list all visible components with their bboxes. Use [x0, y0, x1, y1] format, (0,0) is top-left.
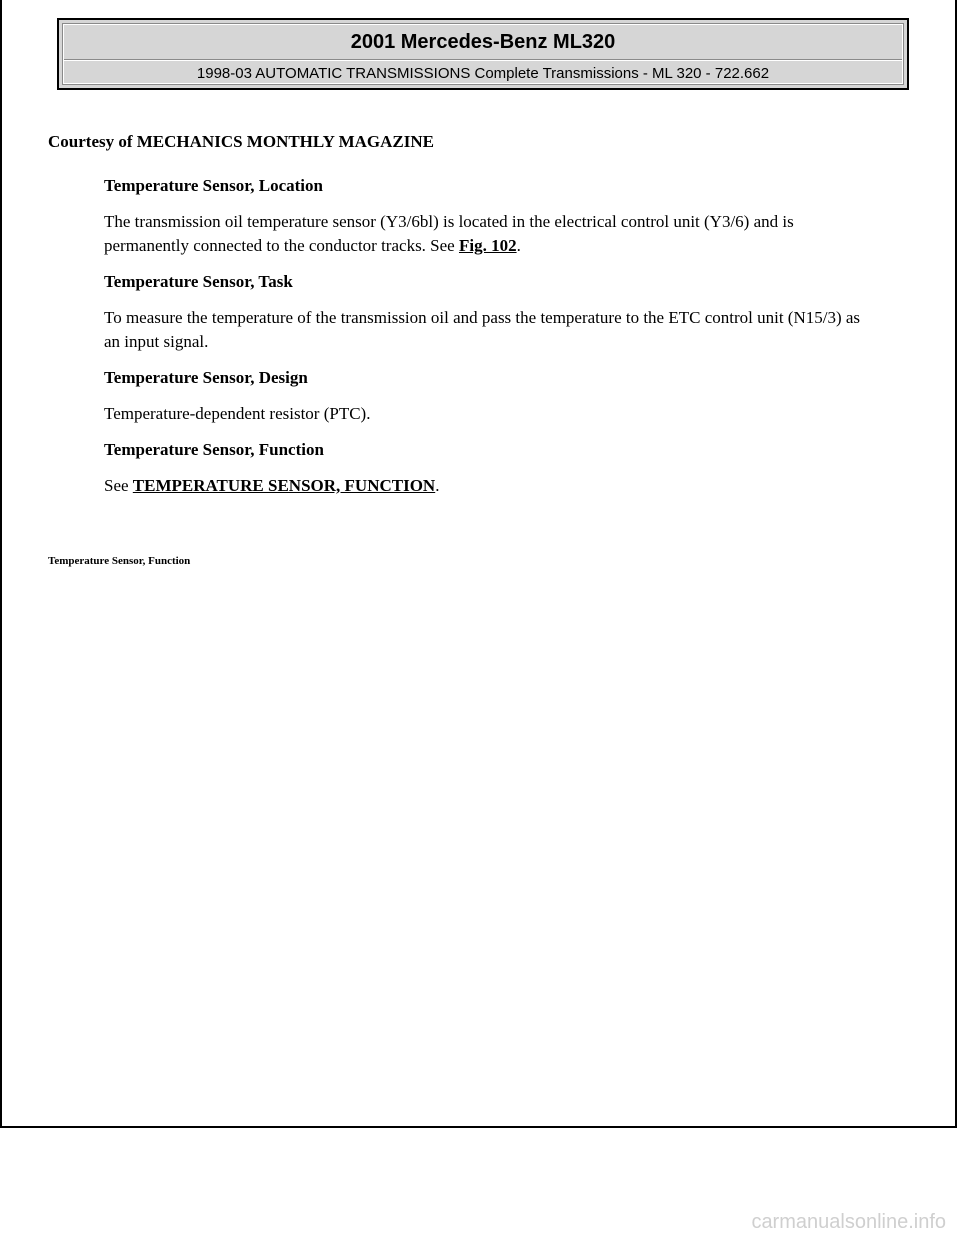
function-prefix: See — [104, 476, 133, 495]
section-heading-task: Temperature Sensor, Task — [104, 272, 293, 291]
location-text: The transmission oil temperature sensor (Y3/6bl) is located in the electrical control unit (Y3/6) and is permanently connected to the conductor tracks. See — [104, 212, 794, 255]
temperature-sensor-function-link[interactable]: TEMPERATURE SENSOR, FUNCTION — [132, 476, 436, 495]
header-divider — [64, 59, 902, 61]
section-heading-location: Temperature Sensor, Location — [104, 176, 323, 195]
header-inner — [63, 24, 903, 84]
footer-section-label: Temperature Sensor, Function — [48, 555, 191, 567]
watermark: carmanualsonline.info — [751, 1211, 946, 1233]
section-text-function — [104, 474, 874, 498]
section-text-design: Temperature-dependent resistor (PTC). — [104, 404, 371, 423]
document-body — [104, 174, 874, 498]
function-suffix: . — [435, 476, 440, 495]
fig-102-link[interactable]: Fig. 102 — [458, 236, 517, 255]
location-suffix: . — [516, 236, 521, 255]
section-heading-design: Temperature Sensor, Design — [104, 368, 308, 387]
document-header — [57, 18, 909, 90]
document-title: 2001 Mercedes-Benz ML320 — [350, 31, 616, 53]
section-text-task: To measure the temperature of the transmission oil and pass the temperature to the ETC control unit (N15/3) as an input signal. — [104, 308, 861, 351]
document-subtitle: 1998-03 AUTOMATIC TRANSMISSIONS Complete Transmissions - ML 320 - 722.662 — [196, 65, 770, 82]
courtesy-line: Courtesy of MECHANICS MONTHLY MAGAZINE — [48, 132, 434, 151]
section-heading-function: Temperature Sensor, Function — [104, 440, 324, 459]
section-text-location — [104, 210, 874, 258]
